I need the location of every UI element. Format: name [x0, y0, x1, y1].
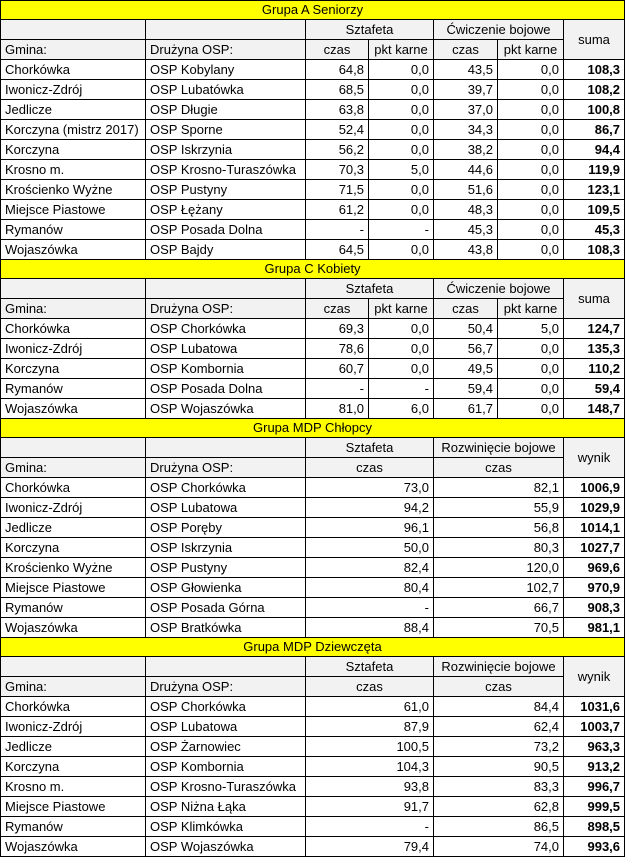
header-gmina: Gmina: [1, 299, 146, 319]
header-group-bojowe: Rozwinięcie bojowe [434, 657, 564, 677]
header-row-columns [1, 299, 625, 319]
header-group-bojowe: Ćwiczenie bojowe [434, 20, 564, 40]
sum-cell: 108,2 [564, 80, 625, 100]
sum-cell: 148,7 [564, 399, 625, 419]
table-row [1, 80, 625, 100]
druzyna-cell: OSP Kobylany [146, 60, 306, 80]
header-row-columns [1, 458, 625, 478]
sztafeta-pkt-cell: 0,0 [369, 120, 434, 140]
sum-cell: 108,3 [564, 60, 625, 80]
druzyna-cell: OSP Chorkówka [146, 478, 306, 498]
header-empty-cell [146, 438, 306, 458]
gmina-cell: Korczyna [1, 140, 146, 160]
sum-cell: 109,5 [564, 200, 625, 220]
header-group-sztafeta: Sztafeta [306, 438, 434, 458]
sztafeta-czas-cell: 68,5 [306, 80, 369, 100]
sztafeta-czas-cell: 71,5 [306, 180, 369, 200]
wynik-cell: 908,3 [564, 598, 625, 618]
sztafeta-czas-cell: 81,0 [306, 399, 369, 419]
gmina-cell: Wojaszówka [1, 399, 146, 419]
druzyna-cell: OSP Klimkówka [146, 817, 306, 837]
sztafeta-czas-cell: - [306, 598, 434, 618]
sztafeta-czas-cell: 93,8 [306, 777, 434, 797]
sztafeta-pkt-cell: 0,0 [369, 240, 434, 260]
druzyna-cell: OSP Posada Dolna [146, 220, 306, 240]
header-czas: czas [306, 677, 434, 697]
sztafeta-czas-cell: 61,2 [306, 200, 369, 220]
table-row [1, 339, 625, 359]
rozwiniecie-czas-cell: 102,7 [434, 578, 564, 598]
gmina-cell: Rymanów [1, 379, 146, 399]
sztafeta-czas-cell: 79,4 [306, 837, 434, 857]
table-row [1, 558, 625, 578]
gmina-cell: Krościenko Wyżne [1, 180, 146, 200]
druzyna-cell: OSP Głowienka [146, 578, 306, 598]
sum-cell: 100,8 [564, 100, 625, 120]
table-row [1, 797, 625, 817]
sztafeta-pkt-cell: 0,0 [369, 60, 434, 80]
sztafeta-pkt-cell: 0,0 [369, 80, 434, 100]
sztafeta-pkt-cell: 0,0 [369, 180, 434, 200]
sztafeta-czas-cell: 60,7 [306, 359, 369, 379]
wynik-cell: 898,5 [564, 817, 625, 837]
druzyna-cell: OSP Lubatowa [146, 498, 306, 518]
druzyna-cell: OSP Bajdy [146, 240, 306, 260]
section-title-row [1, 419, 625, 438]
section-title-row [1, 260, 625, 279]
header-czas: czas [434, 458, 564, 478]
table-row [1, 578, 625, 598]
table-row [1, 837, 625, 857]
bojowe-czas-cell: 61,7 [434, 399, 498, 419]
bojowe-pkt-cell: 0,0 [498, 100, 564, 120]
header-czas: czas [434, 677, 564, 697]
sztafeta-pkt-cell: 0,0 [369, 140, 434, 160]
druzyna-cell: OSP Pustyny [146, 180, 306, 200]
rozwiniecie-czas-cell: 84,4 [434, 697, 564, 717]
header-czas: czas [306, 40, 369, 60]
sztafeta-pkt-cell: - [369, 220, 434, 240]
druzyna-cell: OSP Krosno-Turaszówka [146, 777, 306, 797]
sztafeta-czas-cell: 70,3 [306, 160, 369, 180]
table-row [1, 538, 625, 558]
wynik-cell: 1014,1 [564, 518, 625, 538]
header-gmina: Gmina: [1, 458, 146, 478]
header-czas: czas [434, 40, 498, 60]
header-gmina: Gmina: [1, 677, 146, 697]
druzyna-cell: OSP Lubatowa [146, 339, 306, 359]
bojowe-pkt-cell: 0,0 [498, 120, 564, 140]
druzyna-cell: OSP Wojaszówka [146, 837, 306, 857]
sztafeta-czas-cell: 100,5 [306, 737, 434, 757]
sztafeta-pkt-cell: 0,0 [369, 319, 434, 339]
gmina-cell: Rymanów [1, 220, 146, 240]
gmina-cell: Wojaszówka [1, 837, 146, 857]
header-czas: czas [306, 299, 369, 319]
header-group-sztafeta: Sztafeta [306, 657, 434, 677]
sztafeta-czas-cell: 78,6 [306, 339, 369, 359]
sztafeta-czas-cell: 73,0 [306, 478, 434, 498]
wynik-cell: 993,6 [564, 837, 625, 857]
sztafeta-czas-cell: 80,4 [306, 578, 434, 598]
sum-cell: 59,4 [564, 379, 625, 399]
gmina-cell: Chorkówka [1, 478, 146, 498]
header-czas: czas [434, 299, 498, 319]
bojowe-czas-cell: 49,5 [434, 359, 498, 379]
table-row [1, 180, 625, 200]
gmina-cell: Wojaszówka [1, 618, 146, 638]
sztafeta-czas-cell: 63,8 [306, 100, 369, 120]
druzyna-cell: OSP Żarnowiec [146, 737, 306, 757]
rozwiniecie-czas-cell: 70,5 [434, 618, 564, 638]
gmina-cell: Jedlicze [1, 737, 146, 757]
gmina-cell: Krościenko Wyżne [1, 558, 146, 578]
bojowe-pkt-cell: 0,0 [498, 379, 564, 399]
gmina-cell: Korczyna [1, 359, 146, 379]
wynik-cell: 969,6 [564, 558, 625, 578]
bojowe-czas-cell: 39,7 [434, 80, 498, 100]
wynik-cell: 996,7 [564, 777, 625, 797]
section-title: Grupa MDP Chłopcy [1, 419, 625, 438]
wynik-cell: 913,2 [564, 757, 625, 777]
bojowe-pkt-cell: 0,0 [498, 180, 564, 200]
header-row-columns [1, 677, 625, 697]
druzyna-cell: OSP Iskrzynia [146, 140, 306, 160]
rozwiniecie-czas-cell: 62,4 [434, 717, 564, 737]
sztafeta-czas-cell: 56,2 [306, 140, 369, 160]
table-row [1, 200, 625, 220]
sum-cell: 124,7 [564, 319, 625, 339]
gmina-cell: Miejsce Piastowe [1, 797, 146, 817]
header-group-sztafeta: Sztafeta [306, 279, 434, 299]
sum-cell: 110,2 [564, 359, 625, 379]
table-row [1, 717, 625, 737]
header-sum: suma [564, 279, 625, 319]
table-row [1, 319, 625, 339]
bojowe-czas-cell: 44,6 [434, 160, 498, 180]
bojowe-pkt-cell: 0,0 [498, 359, 564, 379]
gmina-cell: Miejsce Piastowe [1, 200, 146, 220]
druzyna-cell: OSP Krosno-Turaszówka [146, 160, 306, 180]
gmina-cell: Wojaszówka [1, 240, 146, 260]
wynik-cell: 970,9 [564, 578, 625, 598]
bojowe-pkt-cell: 0,0 [498, 240, 564, 260]
table-row [1, 140, 625, 160]
table-row [1, 598, 625, 618]
table-row [1, 120, 625, 140]
header-pkt-karne: pkt karne [498, 299, 564, 319]
gmina-cell: Rymanów [1, 598, 146, 618]
druzyna-cell: OSP Lubatówka [146, 80, 306, 100]
header-group-bojowe: Rozwinięcie bojowe [434, 438, 564, 458]
sztafeta-czas-cell: - [306, 817, 434, 837]
table-row [1, 777, 625, 797]
rozwiniecie-czas-cell: 90,5 [434, 757, 564, 777]
druzyna-cell: OSP Iskrzynia [146, 538, 306, 558]
table-row [1, 399, 625, 419]
gmina-cell: Iwonicz-Zdrój [1, 717, 146, 737]
table-row [1, 498, 625, 518]
header-empty-cell [1, 657, 146, 677]
bojowe-pkt-cell: 0,0 [498, 220, 564, 240]
header-empty-cell [146, 279, 306, 299]
sum-cell: 123,1 [564, 180, 625, 200]
wynik-cell: 999,5 [564, 797, 625, 817]
gmina-cell: Korczyna (mistrz 2017) [1, 120, 146, 140]
header-pkt-karne: pkt karne [369, 40, 434, 60]
header-sum: suma [564, 20, 625, 60]
sztafeta-pkt-cell: 0,0 [369, 339, 434, 359]
gmina-cell: Krosno m. [1, 160, 146, 180]
header-druzyna: Drużyna OSP: [146, 40, 306, 60]
bojowe-czas-cell: 50,4 [434, 319, 498, 339]
header-row-groups [1, 438, 625, 458]
bojowe-czas-cell: 48,3 [434, 200, 498, 220]
table-row [1, 737, 625, 757]
druzyna-cell: OSP Łężany [146, 200, 306, 220]
druzyna-cell: OSP Kombornia [146, 757, 306, 777]
gmina-cell: Korczyna [1, 757, 146, 777]
rozwiniecie-czas-cell: 83,3 [434, 777, 564, 797]
header-row-groups [1, 657, 625, 677]
header-sum: wynik [564, 438, 625, 478]
gmina-cell: Korczyna [1, 538, 146, 558]
wynik-cell: 1003,7 [564, 717, 625, 737]
sztafeta-czas-cell: 61,0 [306, 697, 434, 717]
header-group-sztafeta: Sztafeta [306, 20, 434, 40]
wynik-cell: 1006,9 [564, 478, 625, 498]
bojowe-pkt-cell: 0,0 [498, 140, 564, 160]
druzyna-cell: OSP Bratkówka [146, 618, 306, 638]
sztafeta-czas-cell: 96,1 [306, 518, 434, 538]
sztafeta-czas-cell: - [306, 379, 369, 399]
header-empty-cell [1, 279, 146, 299]
sztafeta-pkt-cell: 0,0 [369, 200, 434, 220]
sztafeta-czas-cell: 88,4 [306, 618, 434, 638]
wynik-cell: 963,3 [564, 737, 625, 757]
rozwiniecie-czas-cell: 56,8 [434, 518, 564, 538]
rozwiniecie-czas-cell: 66,7 [434, 598, 564, 618]
gmina-cell: Chorkówka [1, 697, 146, 717]
wynik-cell: 1031,6 [564, 697, 625, 717]
bojowe-pkt-cell: 0,0 [498, 160, 564, 180]
rozwiniecie-czas-cell: 55,9 [434, 498, 564, 518]
druzyna-cell: OSP Kombornia [146, 359, 306, 379]
druzyna-cell: OSP Wojaszówka [146, 399, 306, 419]
gmina-cell: Jedlicze [1, 518, 146, 538]
bojowe-pkt-cell: 0,0 [498, 200, 564, 220]
rozwiniecie-czas-cell: 120,0 [434, 558, 564, 578]
rozwiniecie-czas-cell: 73,2 [434, 737, 564, 757]
sztafeta-czas-cell: 52,4 [306, 120, 369, 140]
sum-cell: 135,3 [564, 339, 625, 359]
sztafeta-pkt-cell: - [369, 379, 434, 399]
bojowe-czas-cell: 45,3 [434, 220, 498, 240]
bojowe-pkt-cell: 5,0 [498, 319, 564, 339]
header-empty-cell [1, 20, 146, 40]
sztafeta-czas-cell: 91,7 [306, 797, 434, 817]
bojowe-czas-cell: 43,8 [434, 240, 498, 260]
bojowe-czas-cell: 37,0 [434, 100, 498, 120]
header-empty-cell [1, 438, 146, 458]
bojowe-pkt-cell: 0,0 [498, 399, 564, 419]
rozwiniecie-czas-cell: 74,0 [434, 837, 564, 857]
sztafeta-czas-cell: 64,8 [306, 60, 369, 80]
table-row [1, 757, 625, 777]
header-empty-cell [146, 657, 306, 677]
header-druzyna: Drużyna OSP: [146, 458, 306, 478]
header-gmina: Gmina: [1, 40, 146, 60]
sztafeta-czas-cell: 64,5 [306, 240, 369, 260]
druzyna-cell: OSP Lubatowa [146, 717, 306, 737]
header-row-columns [1, 40, 625, 60]
sum-cell: 45,3 [564, 220, 625, 240]
header-druzyna: Drużyna OSP: [146, 677, 306, 697]
sum-cell: 94,4 [564, 140, 625, 160]
section-title: Grupa MDP Dziewczęta [1, 638, 625, 657]
druzyna-cell: OSP Niżna Łąka [146, 797, 306, 817]
bojowe-czas-cell: 34,3 [434, 120, 498, 140]
druzyna-cell: OSP Posada Górna [146, 598, 306, 618]
section-title: Grupa C Kobiety [1, 260, 625, 279]
sztafeta-czas-cell: 82,4 [306, 558, 434, 578]
gmina-cell: Miejsce Piastowe [1, 578, 146, 598]
gmina-cell: Chorkówka [1, 60, 146, 80]
header-druzyna: Drużyna OSP: [146, 299, 306, 319]
rozwiniecie-czas-cell: 86,5 [434, 817, 564, 837]
wynik-cell: 1029,9 [564, 498, 625, 518]
wynik-cell: 1027,7 [564, 538, 625, 558]
bojowe-czas-cell: 38,2 [434, 140, 498, 160]
druzyna-cell: OSP Posada Dolna [146, 379, 306, 399]
header-pkt-karne: pkt karne [498, 40, 564, 60]
table-row [1, 697, 625, 717]
bojowe-pkt-cell: 0,0 [498, 339, 564, 359]
druzyna-cell: OSP Chorkówka [146, 697, 306, 717]
druzyna-cell: OSP Sporne [146, 120, 306, 140]
table-row [1, 100, 625, 120]
sztafeta-pkt-cell: 0,0 [369, 100, 434, 120]
bojowe-pkt-cell: 0,0 [498, 60, 564, 80]
table-row [1, 379, 625, 399]
bojowe-pkt-cell: 0,0 [498, 80, 564, 100]
sztafeta-czas-cell: 50,0 [306, 538, 434, 558]
druzyna-cell: OSP Chorkówka [146, 319, 306, 339]
druzyna-cell: OSP Długie [146, 100, 306, 120]
bojowe-czas-cell: 51,6 [434, 180, 498, 200]
sztafeta-czas-cell: 87,9 [306, 717, 434, 737]
sztafeta-pkt-cell: 6,0 [369, 399, 434, 419]
table-row [1, 240, 625, 260]
table-row [1, 478, 625, 498]
table-row [1, 817, 625, 837]
header-row-groups [1, 279, 625, 299]
sztafeta-czas-cell: 104,3 [306, 757, 434, 777]
table-row [1, 518, 625, 538]
header-czas: czas [306, 458, 434, 478]
table-row [1, 618, 625, 638]
gmina-cell: Chorkówka [1, 319, 146, 339]
sum-cell: 86,7 [564, 120, 625, 140]
gmina-cell: Iwonicz-Zdrój [1, 80, 146, 100]
sztafeta-czas-cell: 69,3 [306, 319, 369, 339]
section-title: Grupa A Seniorzy [1, 1, 625, 20]
rozwiniecie-czas-cell: 62,8 [434, 797, 564, 817]
gmina-cell: Krosno m. [1, 777, 146, 797]
table-row [1, 160, 625, 180]
header-sum: wynik [564, 657, 625, 697]
bojowe-czas-cell: 59,4 [434, 379, 498, 399]
druzyna-cell: OSP Pustyny [146, 558, 306, 578]
table-row [1, 60, 625, 80]
sztafeta-pkt-cell: 5,0 [369, 160, 434, 180]
header-group-bojowe: Ćwiczenie bojowe [434, 279, 564, 299]
header-row-groups [1, 20, 625, 40]
section-title-row [1, 638, 625, 657]
bojowe-czas-cell: 43,5 [434, 60, 498, 80]
gmina-cell: Jedlicze [1, 100, 146, 120]
sztafeta-czas-cell: 94,2 [306, 498, 434, 518]
table-row [1, 220, 625, 240]
sztafeta-pkt-cell: 0,0 [369, 359, 434, 379]
header-empty-cell [146, 20, 306, 40]
rozwiniecie-czas-cell: 80,3 [434, 538, 564, 558]
wynik-cell: 981,1 [564, 618, 625, 638]
druzyna-cell: OSP Poręby [146, 518, 306, 538]
sum-cell: 108,3 [564, 240, 625, 260]
table-row [1, 359, 625, 379]
sztafeta-czas-cell: - [306, 220, 369, 240]
gmina-cell: Iwonicz-Zdrój [1, 498, 146, 518]
sum-cell: 119,9 [564, 160, 625, 180]
section-title-row [1, 1, 625, 20]
bojowe-czas-cell: 56,7 [434, 339, 498, 359]
gmina-cell: Rymanów [1, 817, 146, 837]
gmina-cell: Iwonicz-Zdrój [1, 339, 146, 359]
header-pkt-karne: pkt karne [369, 299, 434, 319]
rozwiniecie-czas-cell: 82,1 [434, 478, 564, 498]
